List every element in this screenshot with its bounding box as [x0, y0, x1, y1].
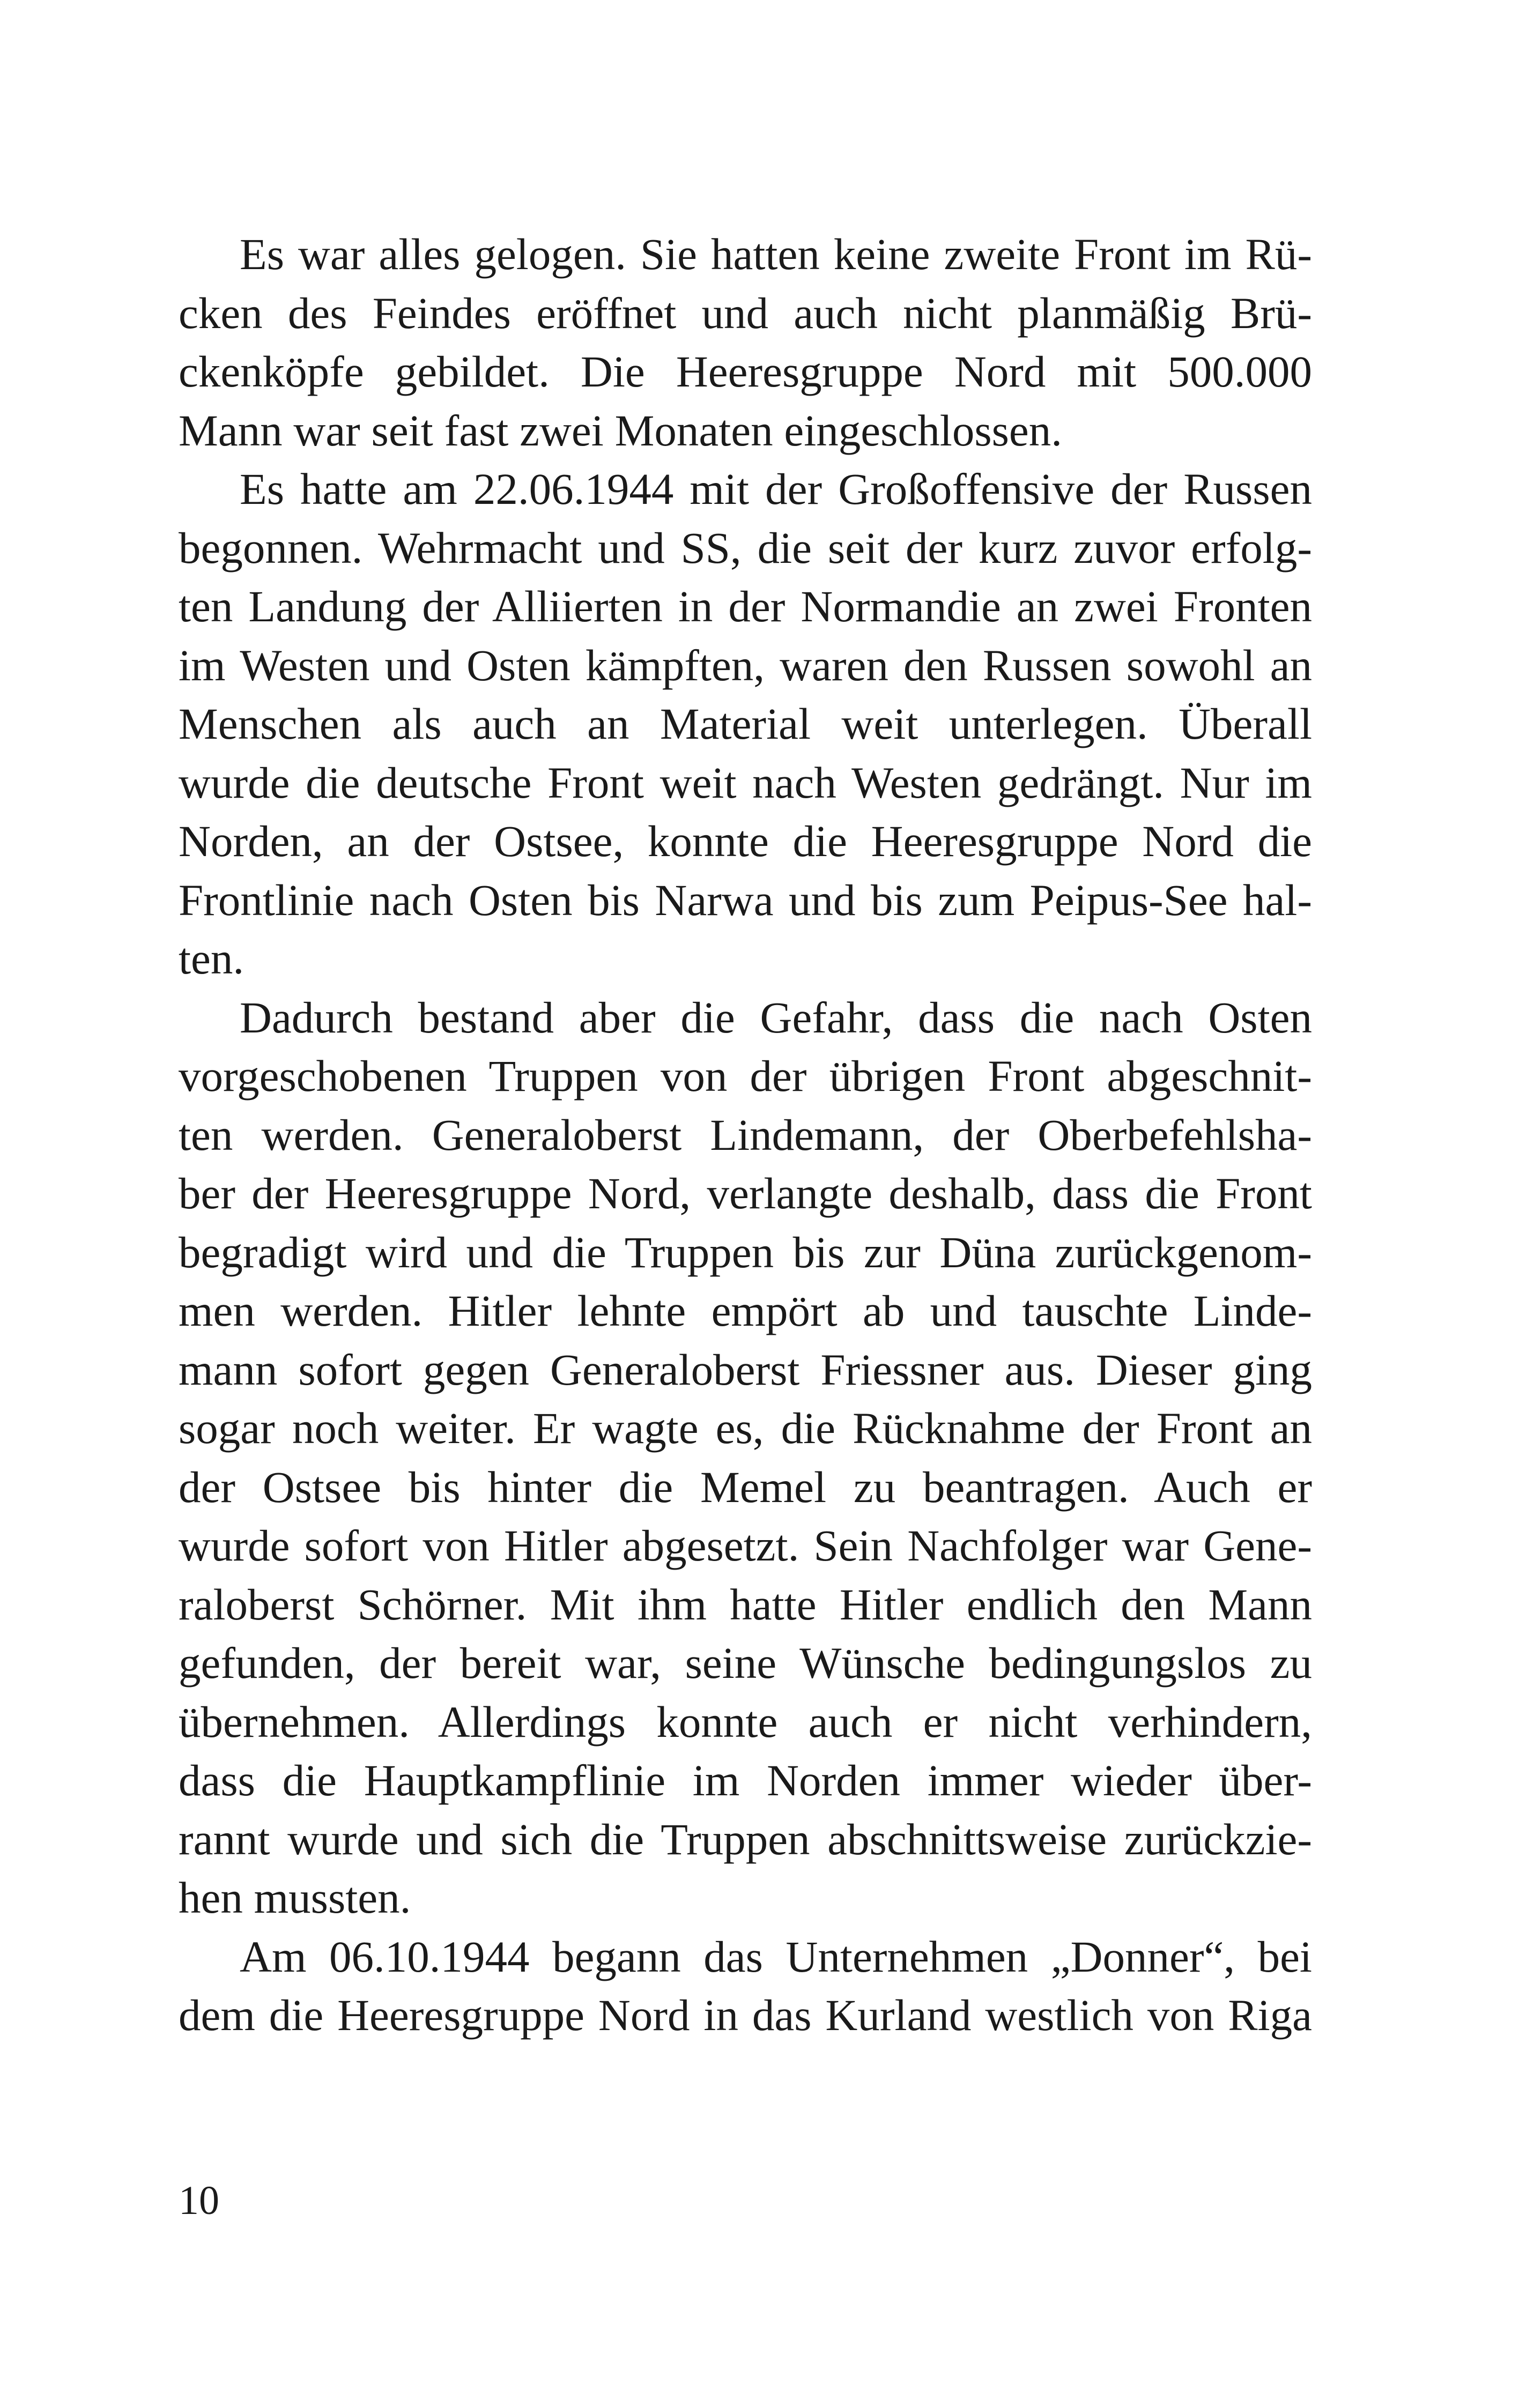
- text-line: der Ostsee bis hinter die Memel zu beantragen. Auch er: [179, 1462, 1312, 1512]
- text-line: cken des Feindes eröffnet und auch nicht planmäßig Brü-: [179, 288, 1312, 338]
- text-line: raloberst Schörner. Mit ihm hatte Hitler endlich den Mann: [179, 1579, 1312, 1629]
- text-line: hen mussten.: [179, 1873, 411, 1922]
- text-line: Es hatte am 22.06.1944 mit der Großoffensive der Russen: [240, 464, 1312, 514]
- text-line: begradigt wird und die Truppen bis zur Düna zurückgenom-: [179, 1227, 1312, 1277]
- page-number: 10: [179, 2178, 219, 2223]
- text-line: Frontlinie nach Osten bis Narwa und bis zum Peipus-See hal-: [179, 875, 1312, 925]
- paragraph: [179, 225, 1312, 460]
- body-text: [179, 225, 1312, 2045]
- text-line: Norden, an der Ostsee, konnte die Heeresgruppe Nord die: [179, 816, 1312, 866]
- text-line: Am 06.10.1944 begann das Unternehmen „Donner“, bei: [240, 1931, 1312, 1981]
- text-line: mann sofort gegen Generaloberst Friessner aus. Dieser ging: [179, 1344, 1312, 1394]
- text-line: ckenköpfe gebildet. Die Heeresgruppe Nord mit 500.000: [179, 347, 1312, 396]
- text-line: Mann war seit fast zwei Monaten eingeschlossen.: [179, 405, 1063, 455]
- text-line: im Westen und Osten kämpften, waren den Russen sowohl an: [179, 640, 1312, 690]
- text-line: wurde die deutsche Front weit nach Westen gedrängt. Nur im: [179, 757, 1312, 807]
- text-line: wurde sofort von Hitler abgesetzt. Sein Nachfolger war Gene-: [179, 1521, 1312, 1570]
- text-line: Dadurch bestand aber die Gefahr, dass die nach Osten: [240, 992, 1312, 1042]
- text-line: men werden. Hitler lehnte empört ab und tauschte Linde-: [179, 1286, 1312, 1335]
- text-line: begonnen. Wehrmacht und SS, die seit der kurz zuvor erfolg-: [179, 523, 1312, 573]
- text-line: Es war alles gelogen. Sie hatten keine zweite Front im Rü-: [240, 229, 1312, 279]
- text-line: gefunden, der bereit war, seine Wünsche bedingungslos zu: [179, 1638, 1312, 1688]
- text-line: dem die Heeresgruppe Nord in das Kurland westlich von Riga: [179, 1990, 1312, 2040]
- text-line: sogar noch weiter. Er wagte es, die Rücknahme der Front an: [179, 1403, 1312, 1453]
- paragraph: [179, 989, 1312, 1928]
- text-line: rannt wurde und sich die Truppen abschnittsweise zurückzie-: [179, 1814, 1312, 1864]
- text-line: Menschen als auch an Material weit unterlegen. Überall: [179, 699, 1312, 748]
- text-line: ten Landung der Alliierten in der Normandie an zwei Fronten: [179, 582, 1312, 631]
- text-line: vorgeschobenen Truppen von der übrigen Front abgeschnit-: [179, 1051, 1312, 1101]
- text-line: ten.: [179, 934, 244, 983]
- paragraph: [179, 1928, 1312, 2045]
- text-line: übernehmen. Allerdings konnte auch er nicht verhindern,: [179, 1697, 1312, 1746]
- text-line: dass die Hauptkampflinie im Norden immer wieder über-: [179, 1756, 1312, 1805]
- text-line: ten werden. Generaloberst Lindemann, der Oberbefehlsha-: [179, 1110, 1312, 1160]
- paragraph: [179, 460, 1312, 989]
- text-line: ber der Heeresgruppe Nord, verlangte deshalb, dass die Front: [179, 1169, 1312, 1218]
